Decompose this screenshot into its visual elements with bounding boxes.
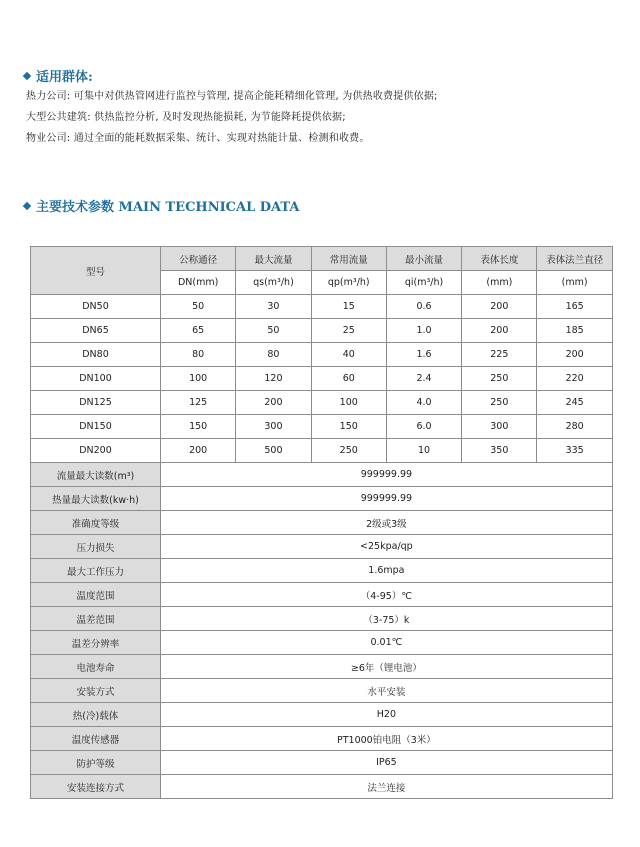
applicable-line-1: 热力公司: 可集中对供热管网进行监控与管理, 提高企能耗精细化管理, 为供热收费提供依据; <box>26 91 438 102</box>
diamond-bullet-icon <box>23 71 31 79</box>
unit-cell: DN(mm) <box>161 271 236 295</box>
table-row <box>31 343 613 367</box>
value-cell: 65 <box>161 319 236 343</box>
header-cell: 表体长度 <box>462 247 537 271</box>
value-cell: 150 <box>311 415 386 439</box>
param-row <box>31 535 613 559</box>
model-header-cell: 型号 <box>31 247 161 295</box>
value-cell: 100 <box>161 367 236 391</box>
param-label-cell: 压力损失 <box>31 535 161 559</box>
header-cell: 最大流量 <box>236 247 311 271</box>
tech-title-text: 主要技术参数 MAIN TECHNICAL DATA <box>36 200 300 215</box>
value-cell: 200 <box>537 343 612 367</box>
applicable-line-2: 大型公共建筑: 供热监控分析, 及时发现热能损耗, 为节能降耗提供依据; <box>26 112 346 123</box>
value-cell: 10 <box>386 439 461 463</box>
table-row <box>31 391 613 415</box>
param-label-cell: 流量最大读数(m³) <box>31 463 161 487</box>
value-cell: 150 <box>161 415 236 439</box>
unit-cell: qp(m³/h) <box>311 271 386 295</box>
param-label-cell: 最大工作压力 <box>31 559 161 583</box>
param-value-cell: （3-75）k <box>161 607 613 631</box>
model-cell: DN150 <box>31 415 161 439</box>
technical-data-table <box>30 246 613 799</box>
param-value-cell: ≥6年（锂电池） <box>161 655 613 679</box>
unit-cell: (mm) <box>462 271 537 295</box>
value-cell: 220 <box>537 367 612 391</box>
param-row <box>31 631 613 655</box>
value-cell: 200 <box>462 319 537 343</box>
tech-section-title <box>24 196 299 215</box>
value-cell: 0.6 <box>386 295 461 319</box>
value-cell: 120 <box>236 367 311 391</box>
param-label-cell: 安装方式 <box>31 679 161 703</box>
param-row <box>31 751 613 775</box>
param-label-cell: 热(冷)载体 <box>31 703 161 727</box>
param-label-cell: 准确度等级 <box>31 511 161 535</box>
value-cell: 125 <box>161 391 236 415</box>
model-cell: DN65 <box>31 319 161 343</box>
param-label-cell: 电池寿命 <box>31 655 161 679</box>
value-cell: 200 <box>462 295 537 319</box>
param-value-cell: <25kpa/qp <box>161 535 613 559</box>
value-cell: 4.0 <box>386 391 461 415</box>
value-cell: 300 <box>236 415 311 439</box>
applicable-title-text: 适用群体: <box>36 70 93 85</box>
unit-cell: qs(m³/h) <box>236 271 311 295</box>
value-cell: 225 <box>462 343 537 367</box>
param-row <box>31 607 613 631</box>
param-row <box>31 679 613 703</box>
value-cell: 15 <box>311 295 386 319</box>
value-cell: 100 <box>311 391 386 415</box>
unit-cell: qi(m³/h) <box>386 271 461 295</box>
header-cell: 常用流量 <box>311 247 386 271</box>
value-cell: 80 <box>161 343 236 367</box>
param-row <box>31 727 613 751</box>
param-row <box>31 583 613 607</box>
model-cell: DN50 <box>31 295 161 319</box>
value-cell: 60 <box>311 367 386 391</box>
value-cell: 335 <box>537 439 612 463</box>
model-cell: DN100 <box>31 367 161 391</box>
value-cell: 50 <box>236 319 311 343</box>
value-cell: 200 <box>161 439 236 463</box>
value-cell: 250 <box>311 439 386 463</box>
param-row <box>31 511 613 535</box>
table-header-row <box>31 247 613 271</box>
value-cell: 50 <box>161 295 236 319</box>
unit-cell: (mm) <box>537 271 612 295</box>
table-row <box>31 367 613 391</box>
param-value-cell: 999999.99 <box>161 463 613 487</box>
param-label-cell: 防护等级 <box>31 751 161 775</box>
header-cell: 表体法兰直径 <box>537 247 612 271</box>
model-cell: DN200 <box>31 439 161 463</box>
table-row <box>31 295 613 319</box>
param-value-cell: 2级或3级 <box>161 511 613 535</box>
value-cell: 40 <box>311 343 386 367</box>
table-row <box>31 439 613 463</box>
model-cell: DN80 <box>31 343 161 367</box>
param-value-cell: 0.01℃ <box>161 631 613 655</box>
value-cell: 25 <box>311 319 386 343</box>
param-value-cell: PT1000铂电阻（3米） <box>161 727 613 751</box>
value-cell: 30 <box>236 295 311 319</box>
param-row <box>31 655 613 679</box>
value-cell: 185 <box>537 319 612 343</box>
param-value-cell: 法兰连接 <box>161 775 613 799</box>
value-cell: 1.6 <box>386 343 461 367</box>
param-row <box>31 463 613 487</box>
value-cell: 350 <box>462 439 537 463</box>
table-row <box>31 319 613 343</box>
header-cell: 公称通径 <box>161 247 236 271</box>
value-cell: 6.0 <box>386 415 461 439</box>
param-label-cell: 温差范围 <box>31 607 161 631</box>
value-cell: 245 <box>537 391 612 415</box>
value-cell: 1.0 <box>386 319 461 343</box>
value-cell: 300 <box>462 415 537 439</box>
applicable-section-title <box>24 66 93 85</box>
param-value-cell: 999999.99 <box>161 487 613 511</box>
param-value-cell: H20 <box>161 703 613 727</box>
value-cell: 500 <box>236 439 311 463</box>
table-row <box>31 415 613 439</box>
applicable-line-3: 物业公司: 通过全面的能耗数据采集、统计、实现对热能计量、检测和收费。 <box>26 133 370 144</box>
param-row <box>31 559 613 583</box>
value-cell: 280 <box>537 415 612 439</box>
param-row <box>31 703 613 727</box>
value-cell: 200 <box>236 391 311 415</box>
param-value-cell: IP65 <box>161 751 613 775</box>
param-label-cell: 安装连接方式 <box>31 775 161 799</box>
param-value-cell: （4-95）℃ <box>161 583 613 607</box>
value-cell: 2.4 <box>386 367 461 391</box>
param-row <box>31 487 613 511</box>
param-label-cell: 热量最大读数(kw·h) <box>31 487 161 511</box>
model-cell: DN125 <box>31 391 161 415</box>
param-label-cell: 温度传感器 <box>31 727 161 751</box>
param-row <box>31 775 613 799</box>
param-value-cell: 水平安装 <box>161 679 613 703</box>
value-cell: 165 <box>537 295 612 319</box>
param-label-cell: 温度范围 <box>31 583 161 607</box>
param-value-cell: 1.6mpa <box>161 559 613 583</box>
value-cell: 80 <box>236 343 311 367</box>
value-cell: 250 <box>462 391 537 415</box>
diamond-bullet-icon <box>23 201 31 209</box>
header-cell: 最小流量 <box>386 247 461 271</box>
param-label-cell: 温差分辨率 <box>31 631 161 655</box>
value-cell: 250 <box>462 367 537 391</box>
